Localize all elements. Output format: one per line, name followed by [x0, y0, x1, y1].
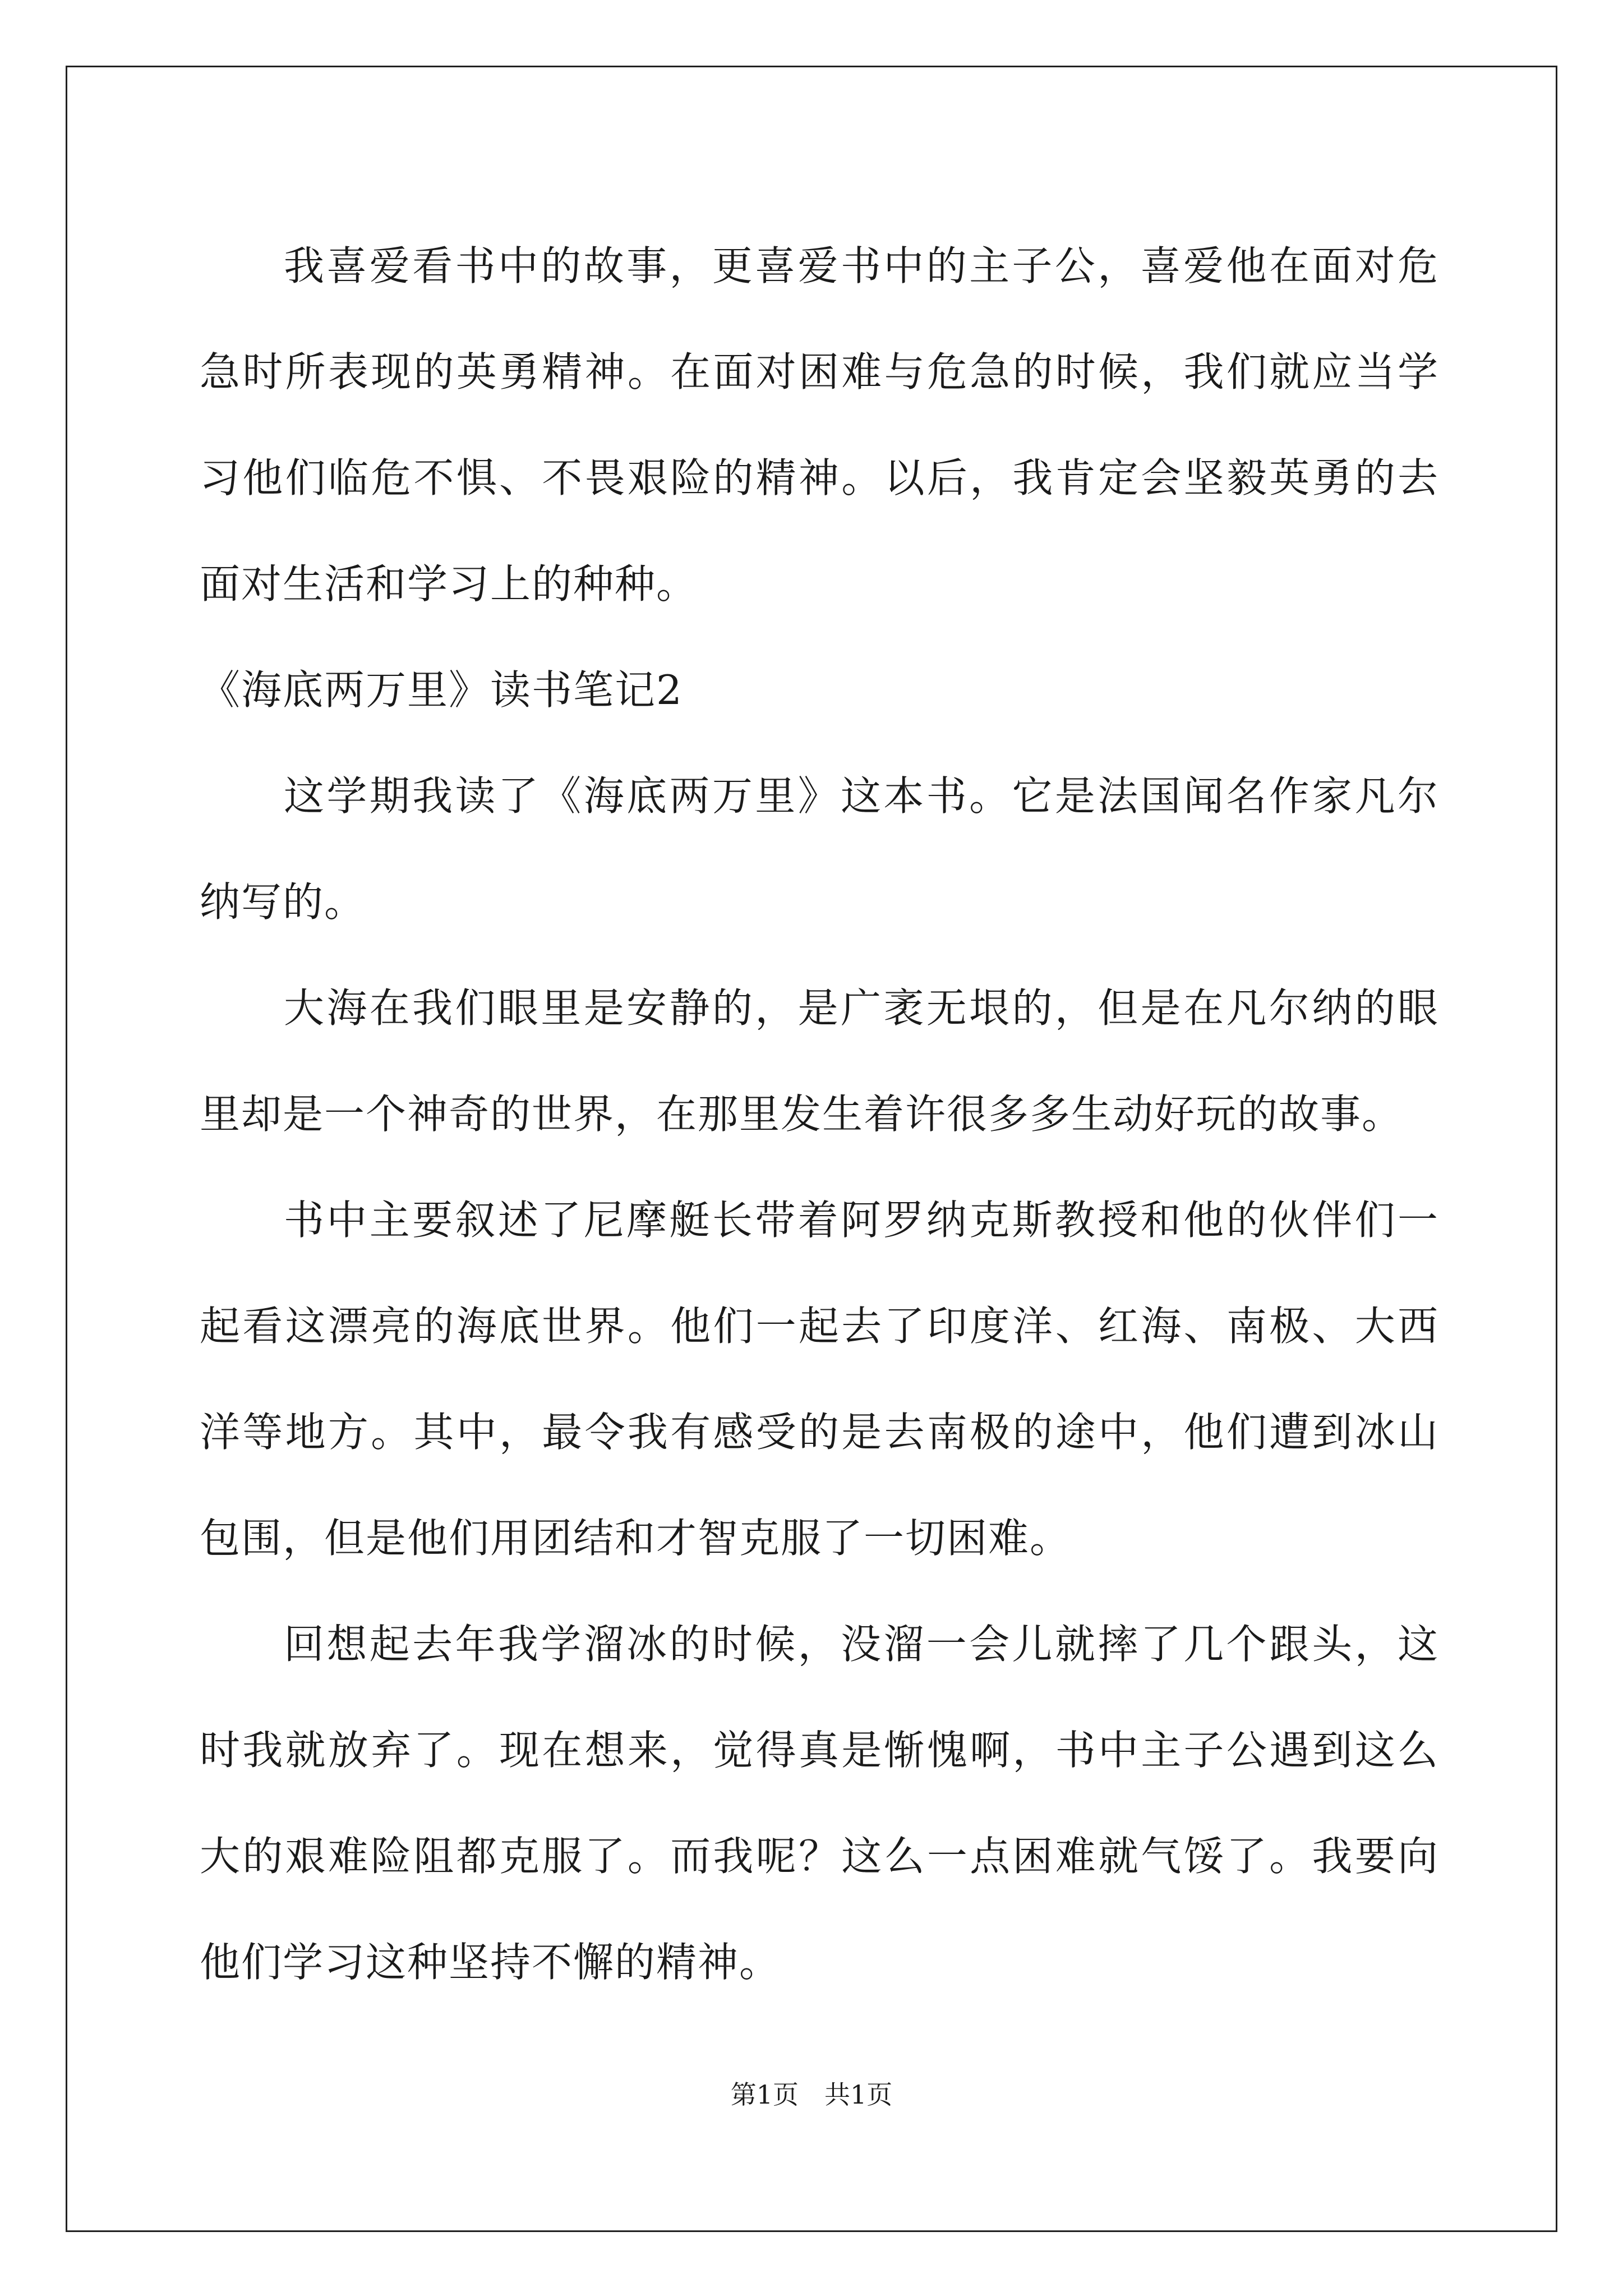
paragraph-3: 大海在我们眼里是安静的，是广袤无垠的，但是在凡尔纳的眼里却是一个神奇的世界，在那里发生着许很多多生动好玩的故事。	[200, 984, 1439, 1138]
paragraph-2: 这学期我读了《海底两万里》这本书。它是法国闻名作家凡尔纳写的。	[200, 772, 1439, 926]
paragraph-1: 我喜爱看书中的故事，更喜爱书中的主子公，喜爱他在面对危急时所表现的英勇精神。在面对困难与危急的时候，我们就应当学习他们临危不惧、不畏艰险的精神。以后，我肯定会坚毅英勇的去面对生活和学习上的种种。	[200, 242, 1439, 608]
document-body	[200, 213, 1439, 2016]
paragraph-5: 回想起去年我学溜冰的时候，没溜一会儿就摔了几个跟头，这时我就放弃了。现在想来，觉得真是惭愧啊，书中主子公遇到这么大的艰难险阻都克服了。而我呢？这么一点困难就气馁了。我要向他们学习这种坚持不懈的精神。	[200, 1621, 1439, 1986]
section-heading: 《海底两万里》读书笔记2	[200, 666, 683, 714]
paragraph-4: 书中主要叙述了尼摩艇长带着阿罗纳克斯教授和他的伙伴们一起看这漂亮的海底世界。他们一起去了印度洋、红海、南极、大西洋等地方。其中，最令我有感受的是去南极的途中，他们遭到冰山包围，但是他们用团结和才智克服了一切困难。	[200, 1197, 1439, 1562]
page-number-footer: 第1页 共1页	[730, 2079, 893, 2110]
